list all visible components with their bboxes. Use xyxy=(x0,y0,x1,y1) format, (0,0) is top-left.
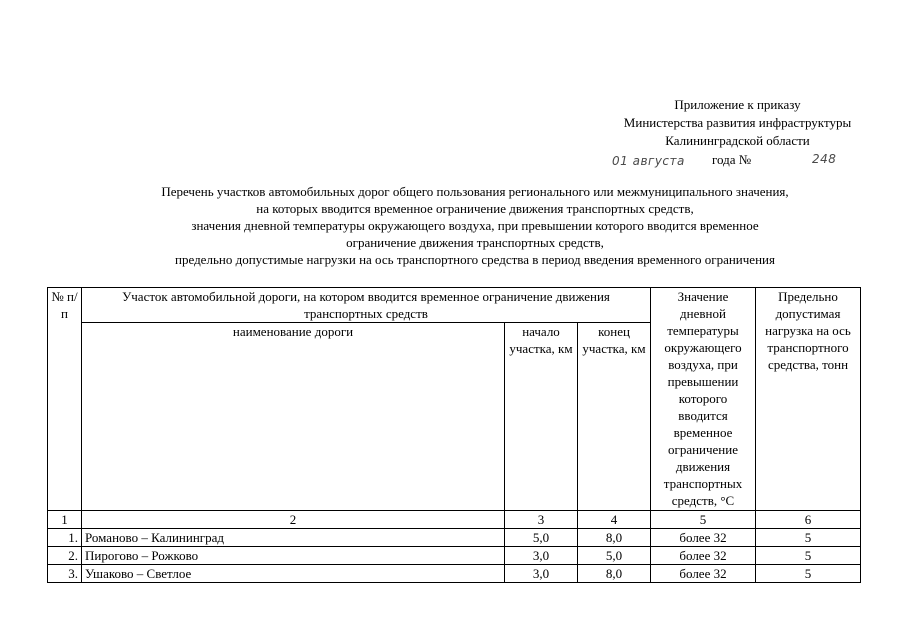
row-number: 3. xyxy=(48,565,82,583)
document-title xyxy=(95,183,855,268)
temperature-cell: более 32 xyxy=(651,529,756,547)
title-line: предельно допустимые нагрузки на ось транспортного средства в период введения временного ограничения xyxy=(175,252,775,267)
header-num: № п/п xyxy=(48,288,82,511)
road-name-cell: Пирогово – Рожково xyxy=(82,547,505,565)
table-row xyxy=(48,529,861,547)
temperature-cell: более 32 xyxy=(651,565,756,583)
start-km-cell: 5,0 xyxy=(505,529,578,547)
start-km-cell: 3,0 xyxy=(505,565,578,583)
appendix-block xyxy=(600,96,875,170)
end-km-cell: 5,0 xyxy=(578,547,651,565)
column-number-row xyxy=(48,511,861,529)
year-number-label: года № xyxy=(712,152,752,167)
title-line: значения дневной температуры окружающего воздуха, при превышении которого вводится временное xyxy=(191,218,759,233)
table-header-row xyxy=(48,288,861,323)
appendix-date-line xyxy=(600,150,875,170)
title-line: Перечень участков автомобильных дорог общего пользования регионального или межмуниципального значения, xyxy=(161,184,789,199)
road-name-cell: Романово – Калининград xyxy=(82,529,505,547)
load-cell: 5 xyxy=(756,529,861,547)
load-cell: 5 xyxy=(756,547,861,565)
temperature-cell: более 32 xyxy=(651,547,756,565)
start-km-cell: 3,0 xyxy=(505,547,578,565)
handwritten-date: 01 августа xyxy=(612,154,685,168)
road-restrictions-table xyxy=(47,287,861,583)
table-row xyxy=(48,547,861,565)
column-number: 2 xyxy=(82,511,505,529)
row-number: 1. xyxy=(48,529,82,547)
appendix-line-1: Приложение к приказу xyxy=(674,97,801,112)
column-number: 1 xyxy=(48,511,82,529)
table-row xyxy=(48,565,861,583)
column-number: 4 xyxy=(578,511,651,529)
end-km-cell: 8,0 xyxy=(578,565,651,583)
column-number: 3 xyxy=(505,511,578,529)
header-start-km: начало участка, км xyxy=(505,323,578,511)
header-end-km: конец участка, км xyxy=(578,323,651,511)
row-number: 2. xyxy=(48,547,82,565)
title-line: ограничение движения транспортных средств, xyxy=(346,235,604,250)
header-temperature: Значение дневной температуры окружающего воздуха, при превышении которого вводится временное ограничение движения транспортных средств, °С xyxy=(651,288,756,511)
road-name-cell: Ушаково – Светлое xyxy=(82,565,505,583)
end-km-cell: 8,0 xyxy=(578,529,651,547)
column-number: 6 xyxy=(756,511,861,529)
load-cell: 5 xyxy=(756,565,861,583)
header-section: Участок автомобильной дороги, на котором вводится временное ограничение движения транспортных средств xyxy=(82,288,651,323)
header-road-name: наименование дороги xyxy=(82,323,505,511)
appendix-line-3: Калининградской области xyxy=(665,133,810,148)
title-line: на которых вводится временное ограничение движения транспортных средств, xyxy=(256,201,694,216)
handwritten-order-number: 248 xyxy=(812,152,837,166)
header-load: Предельно допустимая нагрузка на ось транспортного средства, тонн xyxy=(756,288,861,511)
appendix-line-2: Министерства развития инфраструктуры xyxy=(623,115,852,130)
column-number: 5 xyxy=(651,511,756,529)
